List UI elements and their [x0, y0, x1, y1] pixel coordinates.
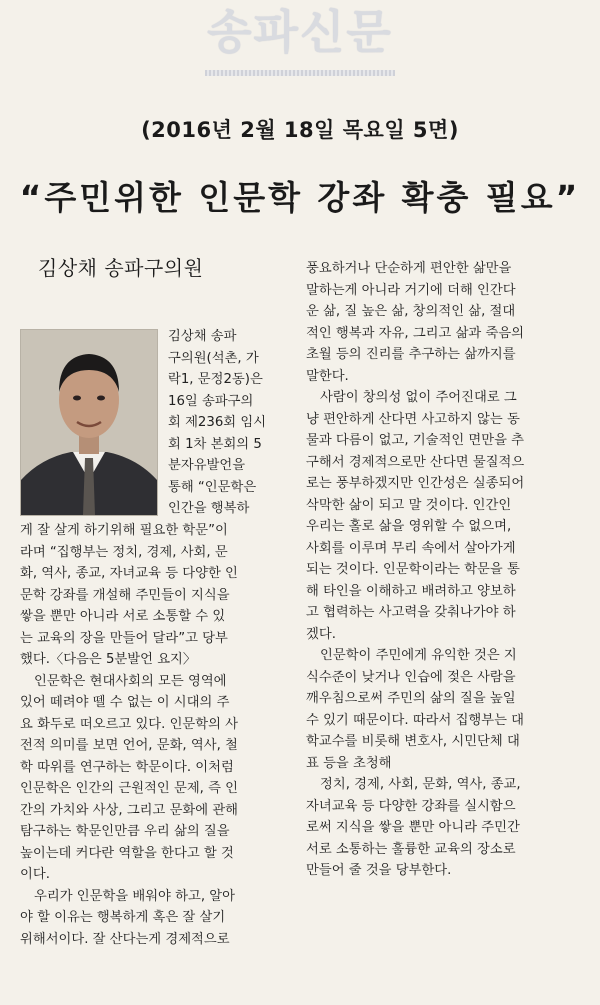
article-text-right-column [306, 258, 586, 882]
text-line: 사회를 이루며 무리 속에서 살아가게 [306, 540, 516, 556]
text-line: 높이는데 커다란 역할을 한다고 할 것 [20, 845, 234, 861]
text-line: 통해 “인문학은 [168, 479, 257, 495]
text-line: 화, 역사, 종교, 자녀교육 등 다양한 인 [20, 566, 238, 581]
text-line: 락1, 문정2동)은 [168, 372, 263, 387]
text-line: 풍요하거나 단순하게 편안한 삶만을 [306, 261, 512, 276]
text-line: 인문학은 현대사회의 모든 영역에 [34, 673, 227, 689]
masthead-decorative-rule [205, 70, 395, 76]
text-line: 16일 송파구의 [168, 393, 254, 409]
author-portrait-photo [20, 329, 158, 516]
text-line: 회 제236회 임시 [168, 415, 267, 430]
masthead [0, 4, 600, 60]
text-line: 깨우침으로써 주민의 삶의 질을 높일 [306, 691, 516, 706]
text-line: 인문학은 인간의 근원적인 문제, 즉 인 [20, 781, 239, 796]
text-line: 전적 의미를 보면 언어, 문화, 역사, 철 [20, 738, 238, 753]
text-line: 분자유발언을 [168, 458, 246, 473]
text-line: 탐구하는 학문인만큼 우리 삶의 질을 [20, 824, 230, 839]
article-text-left-column [20, 520, 285, 950]
text-line: 있어 떼려야 뗄 수 없는 이 시대의 주 [20, 695, 230, 710]
text-line: 이다. [20, 867, 50, 882]
text-line: 는 교육의 장을 만들어 달라”고 당부 [20, 630, 228, 646]
text-line: 위해서이다. 잘 산다는게 경제적으로 [20, 931, 230, 947]
text-line: 구의원(석촌, 가 [168, 350, 259, 366]
newspaper-name: 송파신문 [207, 5, 393, 59]
text-line: 인간을 행복하 [168, 501, 250, 516]
dateline: (2016년 2월 18일 목요일 5면) [141, 118, 459, 142]
text-line: 학 따위를 연구하는 학문이다. 이처럼 [20, 759, 234, 775]
text-line: 야 할 이유는 행복하게 혹은 잘 살기 [20, 910, 226, 925]
text-line: 간의 가치와 사상, 그리고 문화에 관해 [20, 802, 239, 818]
text-line: 자녀교육 등 다양한 강좌를 실시함으 [306, 798, 516, 814]
article-byline: 김상채 송파구의원 [38, 256, 204, 280]
text-line: 했다.〈다음은 5분발언 요지〉 [20, 652, 197, 667]
text-line: 수 있기 때문이다. 따라서 집행부는 대 [306, 712, 525, 728]
text-line: 운 삶, 질 높은 삶, 창의적인 삶, 절대 [306, 304, 516, 319]
text-line: 삭막한 삶이 되고 말 것이다. 인간인 [306, 497, 512, 513]
text-line: 김상채 송파 [168, 329, 237, 344]
text-line: 고 협력하는 사고력을 갖춰나가야 하 [306, 605, 516, 620]
article-headline: “주민위한 인문학 강좌 확충 필요” [19, 178, 581, 217]
text-line: 게 잘 살게 하기위해 필요한 학문”이 [20, 523, 228, 538]
text-line: 초월 등의 진리를 추구하는 삶까지를 [306, 347, 516, 362]
text-line: 표 등을 초청해 [306, 755, 392, 771]
text-line: 서로 소통하는 훌륭한 교육의 장소로 [306, 841, 516, 857]
text-line: 로는 풍부하겠지만 인간성은 실종되어 [306, 476, 525, 491]
text-line: 회 1차 본회의 5 [168, 436, 262, 452]
text-line: 구해서 경제적으로만 산다면 물질적으 [306, 454, 525, 470]
text-line: 로써 지식을 쌓을 뿐만 아니라 주민간 [306, 820, 520, 835]
text-line: 우리는 홀로 삶을 영위할 수 없으며, [306, 519, 512, 534]
text-line: 냥 편안하게 산다면 사고하지 않는 동 [306, 411, 520, 427]
text-line: 쌓을 뿐만 아니라 서로 소통할 수 있 [20, 609, 226, 624]
text-line: 문학 강좌를 개설해 주민들이 지식을 [20, 587, 230, 603]
text-line: 라며 “집행부는 정치, 경제, 사회, 문 [20, 544, 228, 560]
portrait-icon [21, 330, 157, 515]
text-line: 사람이 창의성 없이 주어진대로 그 [320, 390, 517, 405]
text-line: 겠다. [306, 626, 336, 642]
text-line: 인문학이 주민에게 유익한 것은 지 [320, 648, 517, 663]
text-line: 우리가 인문학을 배워야 하고, 알아 [34, 888, 235, 904]
text-line: 적인 행복과 자유, 그리고 삶과 죽음의 [306, 325, 525, 341]
text-line: 해 타인을 이해하고 배려하고 양보하 [306, 583, 516, 599]
text-line: 물과 다름이 없고, 기술적인 면만을 추 [306, 433, 525, 448]
article-text-beside-photo [168, 326, 286, 520]
text-line: 요 화두로 떠오르고 있다. 인문학의 사 [20, 716, 239, 732]
text-line: 식수준이 낮거나 인습에 젖은 사람을 [306, 669, 516, 685]
text-line: 말하는게 아니라 거기에 더해 인간다 [306, 282, 516, 298]
text-line: 만들어 줄 것을 당부한다. [306, 863, 452, 878]
text-line: 되는 것이다. 인문학이라는 학문을 통 [306, 562, 520, 577]
text-line: 정치, 경제, 사회, 문화, 역사, 종교, [320, 777, 521, 792]
text-line: 학교수를 비롯해 변호사, 시민단체 대 [306, 734, 520, 749]
text-line: 말한다. [306, 368, 349, 384]
